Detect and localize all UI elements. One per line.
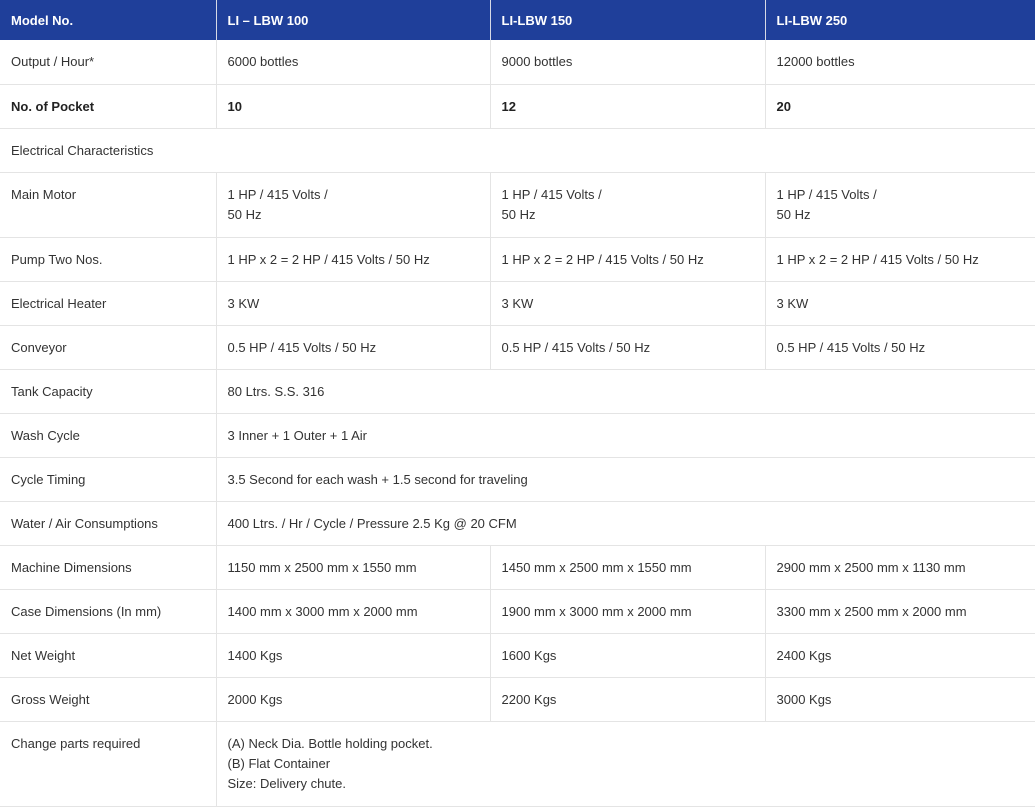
row-label: Main Motor [0, 172, 216, 237]
cell-line: (A) Neck Dia. Bottle holding pocket. [227, 735, 433, 751]
cell-value: 1400 Kgs [216, 633, 490, 677]
cell-line: 1 HP / 415 Volts / [227, 186, 328, 202]
row-tank [0, 369, 1035, 413]
row-pump [0, 237, 1035, 281]
cell-value: 80 Ltrs. S.S. 316 [216, 369, 1035, 413]
row-label: Gross Weight [0, 677, 216, 721]
row-label: Net Weight [0, 633, 216, 677]
cell-value [216, 721, 1035, 806]
cell-value: 400 Ltrs. / Hr / Cycle / Pressure 2.5 Kg @ 20 CFM [216, 501, 1035, 545]
cell-value: 1150 mm x 2500 mm x 1550 mm [216, 545, 490, 589]
cell-value: 2000 Kgs [216, 677, 490, 721]
cell-value: 12000 bottles [765, 40, 1035, 84]
cell-value: 1450 mm x 2500 mm x 1550 mm [490, 545, 765, 589]
row-output [0, 40, 1035, 84]
row-label: Tank Capacity [0, 369, 216, 413]
cell-line: 1 HP / 415 Volts / [501, 186, 602, 202]
row-case-dim [0, 589, 1035, 633]
cell-value [216, 172, 490, 237]
section-label: Electrical Characteristics [0, 128, 1035, 172]
row-label: No. of Pocket [0, 84, 216, 128]
row-electrical [0, 128, 1035, 172]
header-lbw-100: LI – LBW 100 [216, 0, 490, 40]
cell-value: 3 Inner + 1 Outer + 1 Air [216, 413, 1035, 457]
row-conveyor [0, 325, 1035, 369]
cell-value: 0.5 HP / 415 Volts / 50 Hz [765, 325, 1035, 369]
cell-value [490, 172, 765, 237]
row-heater [0, 281, 1035, 325]
cell-value: 20 [765, 84, 1035, 128]
row-label: Output / Hour* [0, 40, 216, 84]
cell-value: 3300 mm x 2500 mm x 2000 mm [765, 589, 1035, 633]
cell-value: 1 HP x 2 = 2 HP / 415 Volts / 50 Hz [216, 237, 490, 281]
cell-line: (B) Flat Container [227, 755, 331, 771]
row-water [0, 501, 1035, 545]
row-label: Pump Two Nos. [0, 237, 216, 281]
header-lbw-250: LI-LBW 250 [765, 0, 1035, 40]
row-label: Electrical Heater [0, 281, 216, 325]
row-net-weight [0, 633, 1035, 677]
cell-value: 0.5 HP / 415 Volts / 50 Hz [490, 325, 765, 369]
cell-value: 2400 Kgs [765, 633, 1035, 677]
header-model-no: Model No. [0, 0, 216, 40]
row-change-parts [0, 721, 1035, 806]
row-motor [0, 172, 1035, 237]
cell-value: 1900 mm x 3000 mm x 2000 mm [490, 589, 765, 633]
row-gross-weight [0, 677, 1035, 721]
cell-value [765, 172, 1035, 237]
cell-line: 50 Hz [227, 206, 262, 222]
cell-value: 9000 bottles [490, 40, 765, 84]
cell-value: 2200 Kgs [490, 677, 765, 721]
row-wash [0, 413, 1035, 457]
cell-value: 0.5 HP / 415 Volts / 50 Hz [216, 325, 490, 369]
row-machine-dim [0, 545, 1035, 589]
cell-value: 2900 mm x 2500 mm x 1130 mm [765, 545, 1035, 589]
cell-value: 3.5 Second for each wash + 1.5 second for traveling [216, 457, 1035, 501]
cell-line: 1 HP / 415 Volts / [776, 186, 877, 202]
cell-value: 1 HP x 2 = 2 HP / 415 Volts / 50 Hz [765, 237, 1035, 281]
row-label: Conveyor [0, 325, 216, 369]
cell-value: 1600 Kgs [490, 633, 765, 677]
cell-value: 1400 mm x 3000 mm x 2000 mm [216, 589, 490, 633]
row-timing [0, 457, 1035, 501]
row-label: Water / Air Consumptions [0, 501, 216, 545]
header-row [0, 0, 1035, 40]
cell-value: 3 KW [765, 281, 1035, 325]
cell-value: 1 HP x 2 = 2 HP / 415 Volts / 50 Hz [490, 237, 765, 281]
row-pocket [0, 84, 1035, 128]
row-label: Cycle Timing [0, 457, 216, 501]
row-label: Case Dimensions (In mm) [0, 589, 216, 633]
header-lbw-150: LI-LBW 150 [490, 0, 765, 40]
cell-value: 3 KW [216, 281, 490, 325]
cell-value: 3000 Kgs [765, 677, 1035, 721]
row-label: Change parts required [0, 721, 216, 806]
cell-line: Size: Delivery chute. [227, 775, 346, 791]
cell-value: 12 [490, 84, 765, 128]
cell-value: 6000 bottles [216, 40, 490, 84]
cell-value: 10 [216, 84, 490, 128]
cell-line: 50 Hz [501, 206, 536, 222]
row-label: Machine Dimensions [0, 545, 216, 589]
row-label: Wash Cycle [0, 413, 216, 457]
cell-line: 50 Hz [776, 206, 811, 222]
cell-value: 3 KW [490, 281, 765, 325]
